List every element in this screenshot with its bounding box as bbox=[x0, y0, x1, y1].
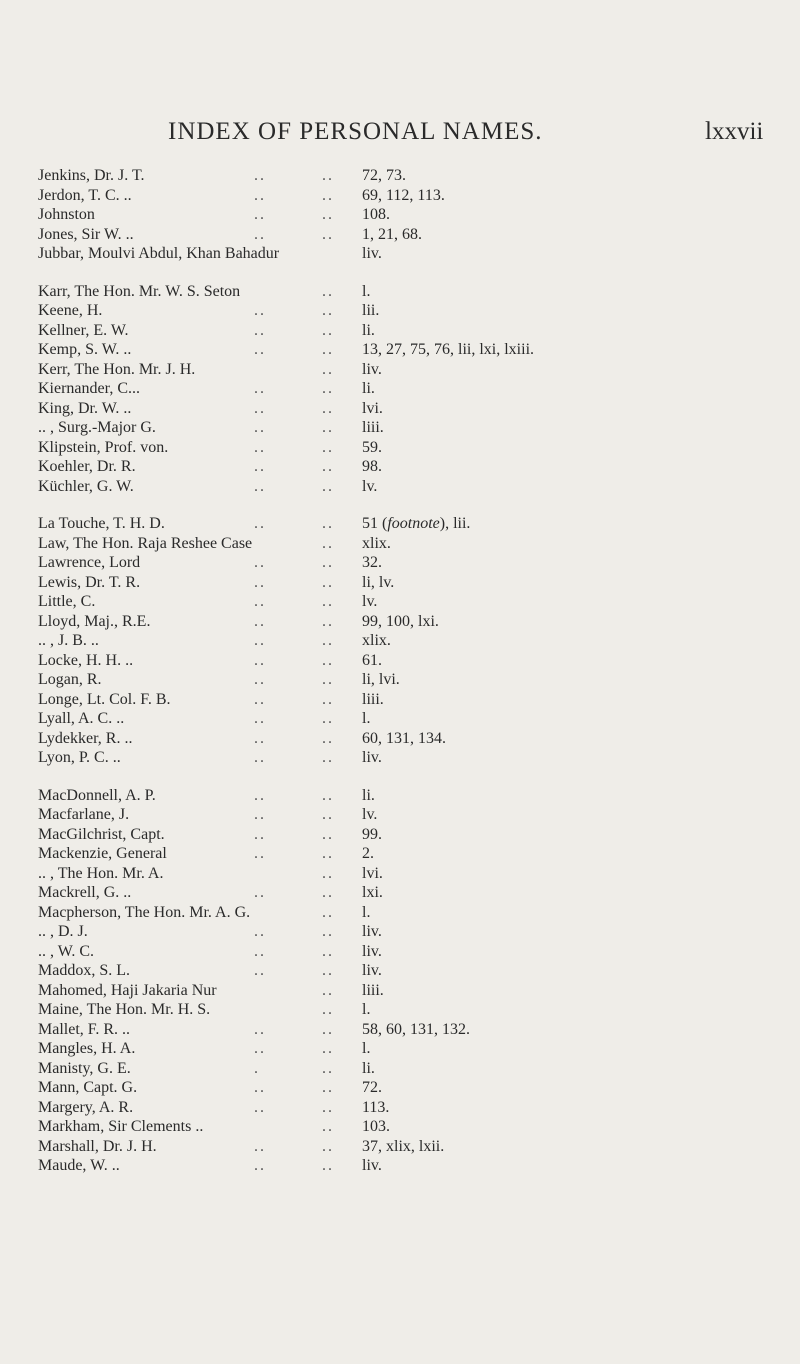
entry-leader-dots: .. bbox=[254, 1137, 266, 1155]
index-entry bbox=[0, 883, 800, 903]
entry-pages: li. bbox=[362, 786, 375, 804]
entry-pages: 1, 21, 68. bbox=[362, 225, 422, 243]
index-entry bbox=[0, 514, 800, 534]
entry-pages: 99, 100, lxi. bbox=[362, 612, 439, 630]
entry-name: Lawrence, Lord bbox=[38, 554, 141, 571]
index-entry bbox=[0, 709, 800, 729]
entry-name: Koehler, Dr. R. bbox=[38, 458, 136, 475]
entry-name: .. , D. J. bbox=[38, 923, 88, 940]
entry-pages: 108. bbox=[362, 206, 390, 223]
entry-leader-dots: .. bbox=[254, 1040, 266, 1057]
entry-dots: .. bbox=[322, 923, 334, 940]
entry-dots: .. bbox=[322, 845, 334, 862]
entry-dots: .. bbox=[322, 477, 334, 495]
entry-name: Markham, Sir Clements .. bbox=[38, 1118, 204, 1135]
entry-pages: 59. bbox=[362, 438, 382, 456]
index-entry bbox=[0, 805, 800, 825]
entry-pages: li, lvi. bbox=[362, 671, 400, 688]
entry-leader-dots: .. bbox=[254, 729, 266, 747]
index-entry bbox=[0, 360, 800, 380]
index-entry bbox=[0, 922, 800, 942]
page-title: INDEX OF PERSONAL NAMES. bbox=[168, 118, 543, 145]
index-entry bbox=[0, 379, 800, 399]
entry-dots: .. bbox=[322, 593, 334, 610]
index-group bbox=[0, 166, 800, 264]
entry-pages: l. bbox=[362, 903, 371, 921]
entry-pages: 51 (footnote), lii. bbox=[362, 515, 471, 532]
entry-leader-dots: .. bbox=[254, 632, 266, 649]
index-entry bbox=[0, 244, 800, 264]
entry-pages: li. bbox=[362, 1059, 375, 1077]
entry-dots: .. bbox=[322, 515, 334, 532]
index-entry bbox=[0, 321, 800, 341]
entry-dots: .. bbox=[322, 1098, 334, 1116]
entry-name: Mann, Capt. G. bbox=[38, 1079, 138, 1096]
entry-pages: 103. bbox=[362, 1118, 390, 1135]
entry-name: Maine, The Hon. Mr. H. S. bbox=[38, 1001, 211, 1018]
entry-leader-dots: .. bbox=[254, 671, 266, 688]
entry-dots: .. bbox=[322, 225, 334, 243]
entry-dots: .. bbox=[322, 903, 334, 921]
entry-name: Longe, Lt. Col. F. B. bbox=[38, 690, 171, 708]
entry-leader-dots: .. bbox=[254, 341, 266, 358]
entry-pages: liii. bbox=[362, 690, 384, 708]
entry-pages: 98. bbox=[362, 458, 382, 475]
entry-leader-dots: .. bbox=[254, 380, 266, 397]
index-entries bbox=[0, 166, 800, 1194]
index-entry bbox=[0, 1039, 800, 1059]
index-entry bbox=[0, 942, 800, 962]
entry-name: Lloyd, Maj., R.E. bbox=[38, 612, 151, 630]
entry-name: Johnston bbox=[38, 206, 95, 223]
entry-pages: xlix. bbox=[362, 632, 391, 649]
entry-name: Margery, A. R. bbox=[38, 1098, 134, 1116]
entry-name: Küchler, G. W. bbox=[38, 477, 134, 495]
index-entry bbox=[0, 186, 800, 206]
entry-dots: .. bbox=[322, 573, 334, 591]
entry-pages: 113. bbox=[362, 1098, 390, 1116]
index-entry bbox=[0, 457, 800, 477]
entry-name: Mackenzie, General bbox=[38, 845, 167, 862]
entry-name: .. , Surg.-Major G. bbox=[38, 419, 156, 436]
entry-dots: .. bbox=[322, 864, 334, 882]
entry-name: .. , W. C. bbox=[38, 942, 95, 960]
entry-leader-dots: .. bbox=[254, 786, 266, 804]
entry-pages: liv. bbox=[362, 245, 382, 262]
entry-pages: li. bbox=[362, 321, 375, 339]
entry-pages: lvi. bbox=[362, 399, 383, 417]
entry-dots: .. bbox=[322, 806, 334, 823]
entry-dots: .. bbox=[322, 651, 334, 669]
entry-dots: .. bbox=[322, 981, 334, 999]
index-entry bbox=[0, 670, 800, 690]
entry-name: Maddox, S. L. bbox=[38, 962, 130, 979]
index-group bbox=[0, 282, 800, 497]
entry-leader-dots: .. bbox=[254, 884, 266, 901]
entry-name: Macpherson, The Hon. Mr. A. G. bbox=[38, 903, 251, 921]
entry-pages: liv. bbox=[362, 942, 382, 960]
index-entry bbox=[0, 1020, 800, 1040]
entry-name: Lydekker, R. .. bbox=[38, 729, 133, 747]
entry-pages: liv. bbox=[362, 1157, 382, 1174]
entry-dots: .. bbox=[322, 1020, 334, 1038]
entry-dots: .. bbox=[322, 1157, 334, 1174]
entry-dots: .. bbox=[322, 786, 334, 804]
entry-name: Jubbar, Moulvi Abdul, Khan Bahadur bbox=[38, 245, 280, 262]
entry-pages: lv. bbox=[362, 593, 378, 610]
entry-dots: .. bbox=[322, 671, 334, 688]
entry-leader-dots: .. bbox=[254, 962, 266, 979]
entry-dots: .. bbox=[322, 1001, 334, 1018]
index-entry bbox=[0, 1137, 800, 1157]
entry-dots: .. bbox=[322, 360, 334, 378]
entry-dots: .. bbox=[322, 825, 334, 843]
index-entry bbox=[0, 631, 800, 651]
entry-name: Macfarlane, J. bbox=[38, 806, 130, 823]
entry-leader-dots: .. bbox=[254, 1079, 266, 1096]
index-entry bbox=[0, 340, 800, 360]
index-entry bbox=[0, 864, 800, 884]
index-entry bbox=[0, 825, 800, 845]
entry-pages: li. bbox=[362, 380, 375, 397]
entry-pages: 37, xlix, lxii. bbox=[362, 1137, 445, 1155]
entry-dots: .. bbox=[322, 554, 334, 571]
entry-name: Kiernander, C... bbox=[38, 380, 140, 397]
index-entry bbox=[0, 612, 800, 632]
entry-dots: .. bbox=[322, 399, 334, 417]
entry-name: Little, C. bbox=[38, 593, 96, 610]
entry-name: Maude, W. .. bbox=[38, 1157, 120, 1174]
index-entry bbox=[0, 166, 800, 186]
index-group bbox=[0, 786, 800, 1176]
index-entry bbox=[0, 225, 800, 245]
entry-leader-dots: .. bbox=[254, 690, 266, 708]
index-entry bbox=[0, 961, 800, 981]
entry-name: Locke, H. H. .. bbox=[38, 651, 134, 669]
entry-pages: 72. bbox=[362, 1079, 382, 1096]
page-header bbox=[0, 118, 800, 148]
entry-name: King, Dr. W. .. bbox=[38, 399, 132, 417]
entry-dots: .. bbox=[322, 1118, 334, 1135]
entry-leader-dots: .. bbox=[254, 438, 266, 456]
index-entry bbox=[0, 418, 800, 438]
entry-leader-dots: .. bbox=[254, 1020, 266, 1038]
entry-name: Kerr, The Hon. Mr. J. H. bbox=[38, 360, 196, 378]
entry-name: Manisty, G. E. bbox=[38, 1059, 131, 1077]
entry-pages: lv. bbox=[362, 477, 378, 495]
entry-pages: l. bbox=[362, 282, 371, 300]
entry-leader-dots: .. bbox=[254, 749, 266, 766]
entry-name: Kellner, E. W. bbox=[38, 321, 129, 339]
entry-dots: .. bbox=[322, 690, 334, 708]
entry-leader-dots: .. bbox=[254, 806, 266, 823]
entry-name: Mallet, F. R. .. bbox=[38, 1020, 131, 1038]
entry-leader-dots: .. bbox=[254, 1098, 266, 1116]
index-entry bbox=[0, 477, 800, 497]
entry-leader-dots: .. bbox=[254, 554, 266, 571]
entry-dots: .. bbox=[322, 1059, 334, 1077]
index-entry bbox=[0, 786, 800, 806]
entry-name: Marshall, Dr. J. H. bbox=[38, 1137, 157, 1155]
index-entry bbox=[0, 282, 800, 302]
entry-name: Klipstein, Prof. von. bbox=[38, 438, 169, 456]
entry-pages: 69, 112, 113. bbox=[362, 186, 445, 204]
entry-pages: liii. bbox=[362, 419, 384, 436]
entry-name: Keene, H. bbox=[38, 302, 103, 319]
entry-dots: .. bbox=[322, 1137, 334, 1155]
index-entry bbox=[0, 690, 800, 710]
entry-leader-dots: .. bbox=[254, 845, 266, 862]
entry-leader-dots: .. bbox=[254, 225, 266, 243]
index-entry bbox=[0, 729, 800, 749]
index-entry bbox=[0, 1078, 800, 1098]
index-entry bbox=[0, 205, 800, 225]
entry-pages: lvi. bbox=[362, 864, 383, 882]
entry-leader-dots: .. bbox=[254, 186, 266, 204]
entry-pages: liv. bbox=[362, 923, 382, 940]
entry-pages: 32. bbox=[362, 554, 382, 571]
entry-name: Karr, The Hon. Mr. W. S. Seton bbox=[38, 282, 241, 300]
entry-name: Mackrell, G. .. bbox=[38, 884, 132, 901]
entry-dots: .. bbox=[322, 962, 334, 979]
entry-pages: xlix. bbox=[362, 534, 391, 552]
entry-leader-dots: .. bbox=[254, 825, 266, 843]
entry-leader-dots: .. bbox=[254, 321, 266, 339]
entry-dots: .. bbox=[322, 438, 334, 456]
index-entry bbox=[0, 438, 800, 458]
entry-dots: .. bbox=[322, 419, 334, 436]
entry-pages: lii. bbox=[362, 302, 380, 319]
entry-dots: .. bbox=[322, 186, 334, 204]
entry-name: La Touche, T. H. D. bbox=[38, 515, 165, 532]
entry-leader-dots: .. bbox=[254, 923, 266, 940]
entry-pages: 61. bbox=[362, 651, 382, 669]
entry-dots: .. bbox=[322, 341, 334, 358]
entry-pages: 2. bbox=[362, 845, 374, 862]
entry-dots: .. bbox=[322, 282, 334, 300]
entry-dots: .. bbox=[322, 321, 334, 339]
index-entry bbox=[0, 399, 800, 419]
index-entry bbox=[0, 534, 800, 554]
index-entry bbox=[0, 651, 800, 671]
entry-name: Law, The Hon. Raja Reshee Case bbox=[38, 534, 253, 552]
entry-dots: .. bbox=[322, 612, 334, 630]
entry-name: .. , The Hon. Mr. A. bbox=[38, 864, 164, 882]
entry-leader-dots: .. bbox=[254, 593, 266, 610]
entry-dots: .. bbox=[322, 942, 334, 960]
entry-dots: .. bbox=[322, 302, 334, 319]
entry-pages: lxi. bbox=[362, 884, 383, 901]
entry-pages: li, lv. bbox=[362, 573, 395, 591]
entry-dots: .. bbox=[322, 534, 334, 552]
entry-dots: .. bbox=[322, 206, 334, 223]
entry-leader-dots: .. bbox=[254, 573, 266, 591]
entry-leader-dots: .. bbox=[254, 458, 266, 475]
entry-leader-dots: .. bbox=[254, 651, 266, 669]
entry-pages: 72, 73. bbox=[362, 167, 406, 184]
entry-pages: liv. bbox=[362, 749, 382, 766]
index-entry bbox=[0, 1098, 800, 1118]
index-entry bbox=[0, 903, 800, 923]
entry-dots: .. bbox=[322, 749, 334, 766]
entry-name: MacDonnell, A. P. bbox=[38, 786, 156, 804]
entry-pages: liv. bbox=[362, 360, 382, 378]
entry-name: Lewis, Dr. T. R. bbox=[38, 573, 141, 591]
entry-name: .. , J. B. .. bbox=[38, 632, 99, 649]
entry-dots: .. bbox=[322, 884, 334, 901]
entry-dots: .. bbox=[322, 167, 334, 184]
entry-leader-dots: .. bbox=[254, 710, 266, 727]
index-entry bbox=[0, 844, 800, 864]
entry-leader-dots: .. bbox=[254, 477, 266, 495]
entry-pages: liii. bbox=[362, 981, 384, 999]
entry-leader-dots: .. bbox=[254, 942, 266, 960]
entry-leader-dots: .. bbox=[254, 612, 266, 630]
entry-leader-dots: .. bbox=[254, 399, 266, 417]
index-entry bbox=[0, 1000, 800, 1020]
entry-name: Mahomed, Haji Jakaria Nur bbox=[38, 981, 217, 999]
entry-pages: 60, 131, 134. bbox=[362, 729, 446, 747]
entry-dots: .. bbox=[322, 729, 334, 747]
entry-dots: .. bbox=[322, 632, 334, 649]
index-entry bbox=[0, 1156, 800, 1176]
entry-dots: .. bbox=[322, 1079, 334, 1096]
entry-pages: l. bbox=[362, 1001, 371, 1018]
index-entry bbox=[0, 553, 800, 573]
entry-name: Lyall, A. C. .. bbox=[38, 710, 125, 727]
index-entry bbox=[0, 748, 800, 768]
entry-pages: 13, 27, 75, 76, lii, lxi, lxiii. bbox=[362, 341, 535, 358]
index-entry bbox=[0, 981, 800, 1001]
entry-dots: .. bbox=[322, 710, 334, 727]
entry-name: Kemp, S. W. .. bbox=[38, 341, 132, 358]
entry-dots: .. bbox=[322, 458, 334, 475]
entry-name: Jenkins, Dr. J. T. bbox=[38, 167, 145, 184]
entry-leader-dots: .. bbox=[254, 167, 266, 184]
entry-leader-dots: .. bbox=[254, 419, 266, 436]
entry-dots: .. bbox=[322, 1040, 334, 1057]
entry-dots: .. bbox=[322, 380, 334, 397]
entry-leader-dots: .. bbox=[254, 1157, 266, 1174]
entry-pages: l. bbox=[362, 710, 371, 727]
entry-pages: l. bbox=[362, 1040, 371, 1057]
index-entry bbox=[0, 1117, 800, 1137]
index-entry bbox=[0, 573, 800, 593]
entry-pages: liv. bbox=[362, 962, 382, 979]
entry-leader-dots: .. bbox=[254, 515, 266, 532]
index-group bbox=[0, 514, 800, 768]
entry-pages: 99. bbox=[362, 825, 382, 843]
entry-name: Jones, Sir W. .. bbox=[38, 225, 134, 243]
entry-leader-dots: . bbox=[254, 1059, 260, 1077]
entry-pages: 58, 60, 131, 132. bbox=[362, 1020, 470, 1038]
entry-name: Mangles, H. A. bbox=[38, 1040, 136, 1057]
entry-pages: lv. bbox=[362, 806, 378, 823]
entry-leader-dots: .. bbox=[254, 302, 266, 319]
entry-name: Jerdon, T. C. .. bbox=[38, 186, 132, 204]
page-number: lxxvii bbox=[705, 118, 764, 145]
index-entry bbox=[0, 592, 800, 612]
entry-leader-dots: .. bbox=[254, 206, 266, 223]
index-entry bbox=[0, 301, 800, 321]
index-entry bbox=[0, 1059, 800, 1079]
entry-name: Logan, R. bbox=[38, 671, 102, 688]
entry-name: MacGilchrist, Capt. bbox=[38, 825, 165, 843]
entry-name: Lyon, P. C. .. bbox=[38, 749, 121, 766]
